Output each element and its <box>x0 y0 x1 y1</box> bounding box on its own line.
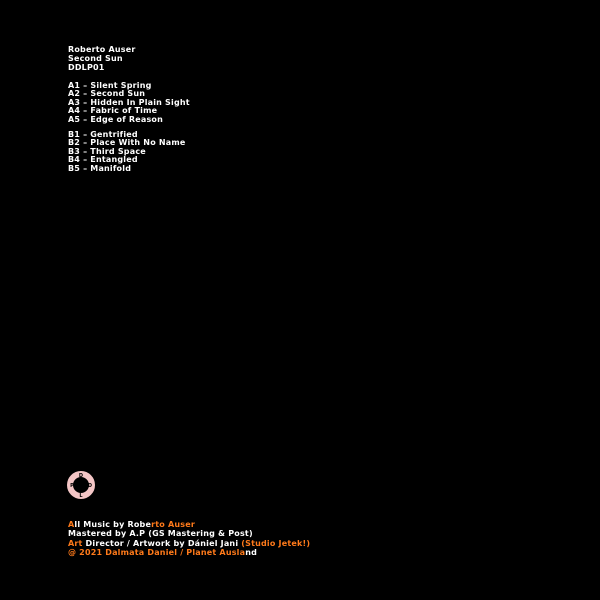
catalog-number: DDLP01 <box>68 63 105 72</box>
credit-music <box>68 520 310 529</box>
track-item <box>68 165 186 173</box>
track-item <box>68 116 190 124</box>
credit-text: rto Auser <box>151 520 195 529</box>
logo-letter-left: P <box>70 483 74 489</box>
artist-name: Roberto Auser <box>68 45 136 54</box>
logo-letter-right: D <box>87 483 93 489</box>
track-title: Second Sun <box>90 89 146 99</box>
credit-text: (Studio Jetek!) <box>241 538 311 548</box>
credit-text: nd <box>245 548 258 558</box>
track-separator: – <box>83 89 88 99</box>
logo-letter-bottom: L <box>79 493 83 499</box>
circular-label-logo-icon <box>66 470 96 500</box>
credit-text: ll Music by Robe <box>74 520 152 529</box>
album-title: Second Sun <box>68 54 123 63</box>
credits-block <box>68 520 310 558</box>
credit-mastering <box>68 529 310 538</box>
track-position: A1 <box>68 81 81 90</box>
track-position: A2 <box>68 89 81 99</box>
track-separator: – <box>83 106 88 116</box>
credit-text: A <box>68 520 75 529</box>
credit-text: Mastered by A.P (GS Mastering & Post) <box>68 529 253 539</box>
track-title: Third Space <box>90 146 146 156</box>
track-separator: – <box>83 81 88 90</box>
credit-text: @ 2021 Dalmata Daniel / Planet Ausla <box>68 548 246 558</box>
track-title: Silent Spring <box>90 81 152 90</box>
track-separator: – <box>83 163 88 173</box>
label-logo-icon <box>66 470 96 500</box>
track-title: Edge of Reason <box>90 114 164 124</box>
track-position: A4 <box>68 106 81 116</box>
track-title: Place With No Name <box>90 138 186 148</box>
tracklist-side-b <box>68 131 186 173</box>
release-info <box>68 45 135 72</box>
track-separator: – <box>83 138 88 148</box>
track-separator: – <box>83 114 88 124</box>
track-position: B4 <box>68 155 81 165</box>
track-separator: – <box>83 130 88 139</box>
track-title: Gentrified <box>90 130 138 139</box>
track-title: Fabric of Time <box>90 106 158 116</box>
track-title: Hidden In Plain Sight <box>90 97 190 107</box>
track-title: Manifold <box>90 163 132 173</box>
credit-copyright <box>68 548 310 557</box>
logo-letter-top: D <box>78 473 84 479</box>
track-position: A3 <box>68 97 81 107</box>
track-position: A5 <box>68 114 81 124</box>
track-position: B1 <box>68 130 81 139</box>
credit-artwork <box>68 539 310 548</box>
track-position: B5 <box>68 163 81 173</box>
track-separator: – <box>83 97 88 107</box>
track-separator: – <box>83 155 88 165</box>
credit-text: Director / Artwork by Dániel Jani <box>85 538 242 548</box>
track-separator: – <box>83 146 88 156</box>
tracklist-side-a <box>68 82 190 124</box>
track-title: Entangled <box>90 155 138 165</box>
track-position: B2 <box>68 138 81 148</box>
track-position: B3 <box>68 146 81 156</box>
credit-text: Art <box>68 538 86 548</box>
